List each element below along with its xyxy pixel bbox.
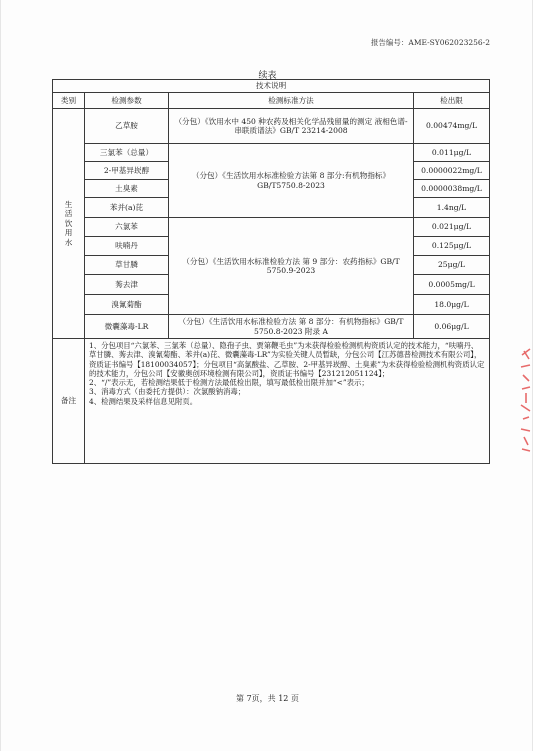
remark-item: 2、“/”表示无，若检测结果低于检测方法最低检出限，填写最低检出限并加“<”表示；	[89, 378, 369, 387]
page-number: 第 7页，共 12 页	[236, 694, 299, 703]
param-cell: 三氯苯（总量）	[85, 144, 169, 162]
limit-cell: 0.0005mg/L	[414, 275, 490, 295]
param-cell: 乙草胺	[85, 109, 169, 144]
limit-cell: 25μg/L	[414, 256, 490, 275]
remark-item: 4、检测结果及采样信息见附页。	[89, 396, 198, 406]
limit-cell: 18.0μg/L	[414, 295, 490, 315]
param-cell: 土臭素	[85, 180, 169, 198]
limit-cell: 0.125μg/L	[414, 237, 490, 256]
limit-cell: 0.011μg/L	[414, 144, 490, 162]
method-cell: （分包）《生活饮用水标准检验方法 第 8 部分：有机物指标》GB/T 5750.8-2023 附录 A	[169, 315, 414, 339]
col-header-limit: 检出限	[414, 93, 490, 109]
remark-item: 1、分包项目“六氯苯、三氯苯（总量）、隐孢子虫、贾第鞭毛虫”为未获得检验检测机构资质认定的技术能力，“呋喃丹、草甘膦、莠去津、溴氰菊酯、苯并(a)芘、微囊藻毒-LR”为实验关键人员暂缺，分包公司【江苏德普检测技术有限公司】，资质证书编号【181000340​57】；分包项目“高氯酸盐、乙草胺、2-甲基异崁醇、土臭素”为未获得检验检测机构资质认定的技术能力，分包公司【安徽奥创环境检测有限公司】，资质证书编号【231212051124】；	[89, 341, 485, 378]
param-cell: 呋喃丹	[85, 237, 169, 256]
method-cell-pesticides: （分包）《生活饮用水标准检验方法 第 9 部分：农药指标》GB/T 5750.9-2023	[169, 218, 414, 315]
col-header-category: 类别	[53, 93, 85, 109]
limit-cell: 0.021μg/L	[414, 218, 490, 237]
param-cell: 微囊藻毒-LR	[85, 315, 169, 339]
limit-cell: 0.00474mg/L	[414, 109, 490, 144]
param-cell: 溴氰菊酯	[85, 295, 169, 315]
technical-spec-table	[52, 79, 490, 464]
remarks-label: 备注	[53, 339, 85, 464]
param-cell: 六氯苯	[85, 218, 169, 237]
limit-cell: 0.06μg/L	[414, 315, 490, 339]
param-cell: 2-甲基异崁醇	[85, 162, 169, 180]
col-header-method: 检测标准方法	[169, 93, 414, 109]
method-cell: （分包）《饮用水中 450 种农药及相关化学品残留量的测定 液相色谱-串联质谱法》GB/T 23214-2008	[169, 109, 414, 144]
param-cell: 莠去津	[85, 275, 169, 295]
category-cell: 生 活 饮 用 水	[53, 109, 85, 339]
remarks-cell	[85, 339, 490, 464]
section-title: 技术说明	[53, 80, 490, 93]
limit-cell: 1.4ng/L	[414, 198, 490, 218]
col-header-parameter: 检测参数	[85, 93, 169, 109]
continued-title: 续表	[258, 71, 277, 81]
limit-cell: 0.0000022mg/L	[414, 162, 490, 180]
param-cell: 草甘膦	[85, 256, 169, 275]
method-cell-organics: （分包）《生活饮用水标准检验方法第 8 部分:有机物指标》GB/T5750.8-2023	[169, 144, 414, 218]
limit-cell: 0.0000038mg/L	[414, 180, 490, 198]
seal-stamp-fragment	[518, 345, 532, 455]
param-cell: 苯并(a)芘	[85, 198, 169, 218]
remark-item: 3、消毒方式（由委托方提供）：次氯酸钠消毒；	[89, 387, 246, 397]
report-number: 报告编号：AME-SY062023256-2	[370, 38, 490, 47]
